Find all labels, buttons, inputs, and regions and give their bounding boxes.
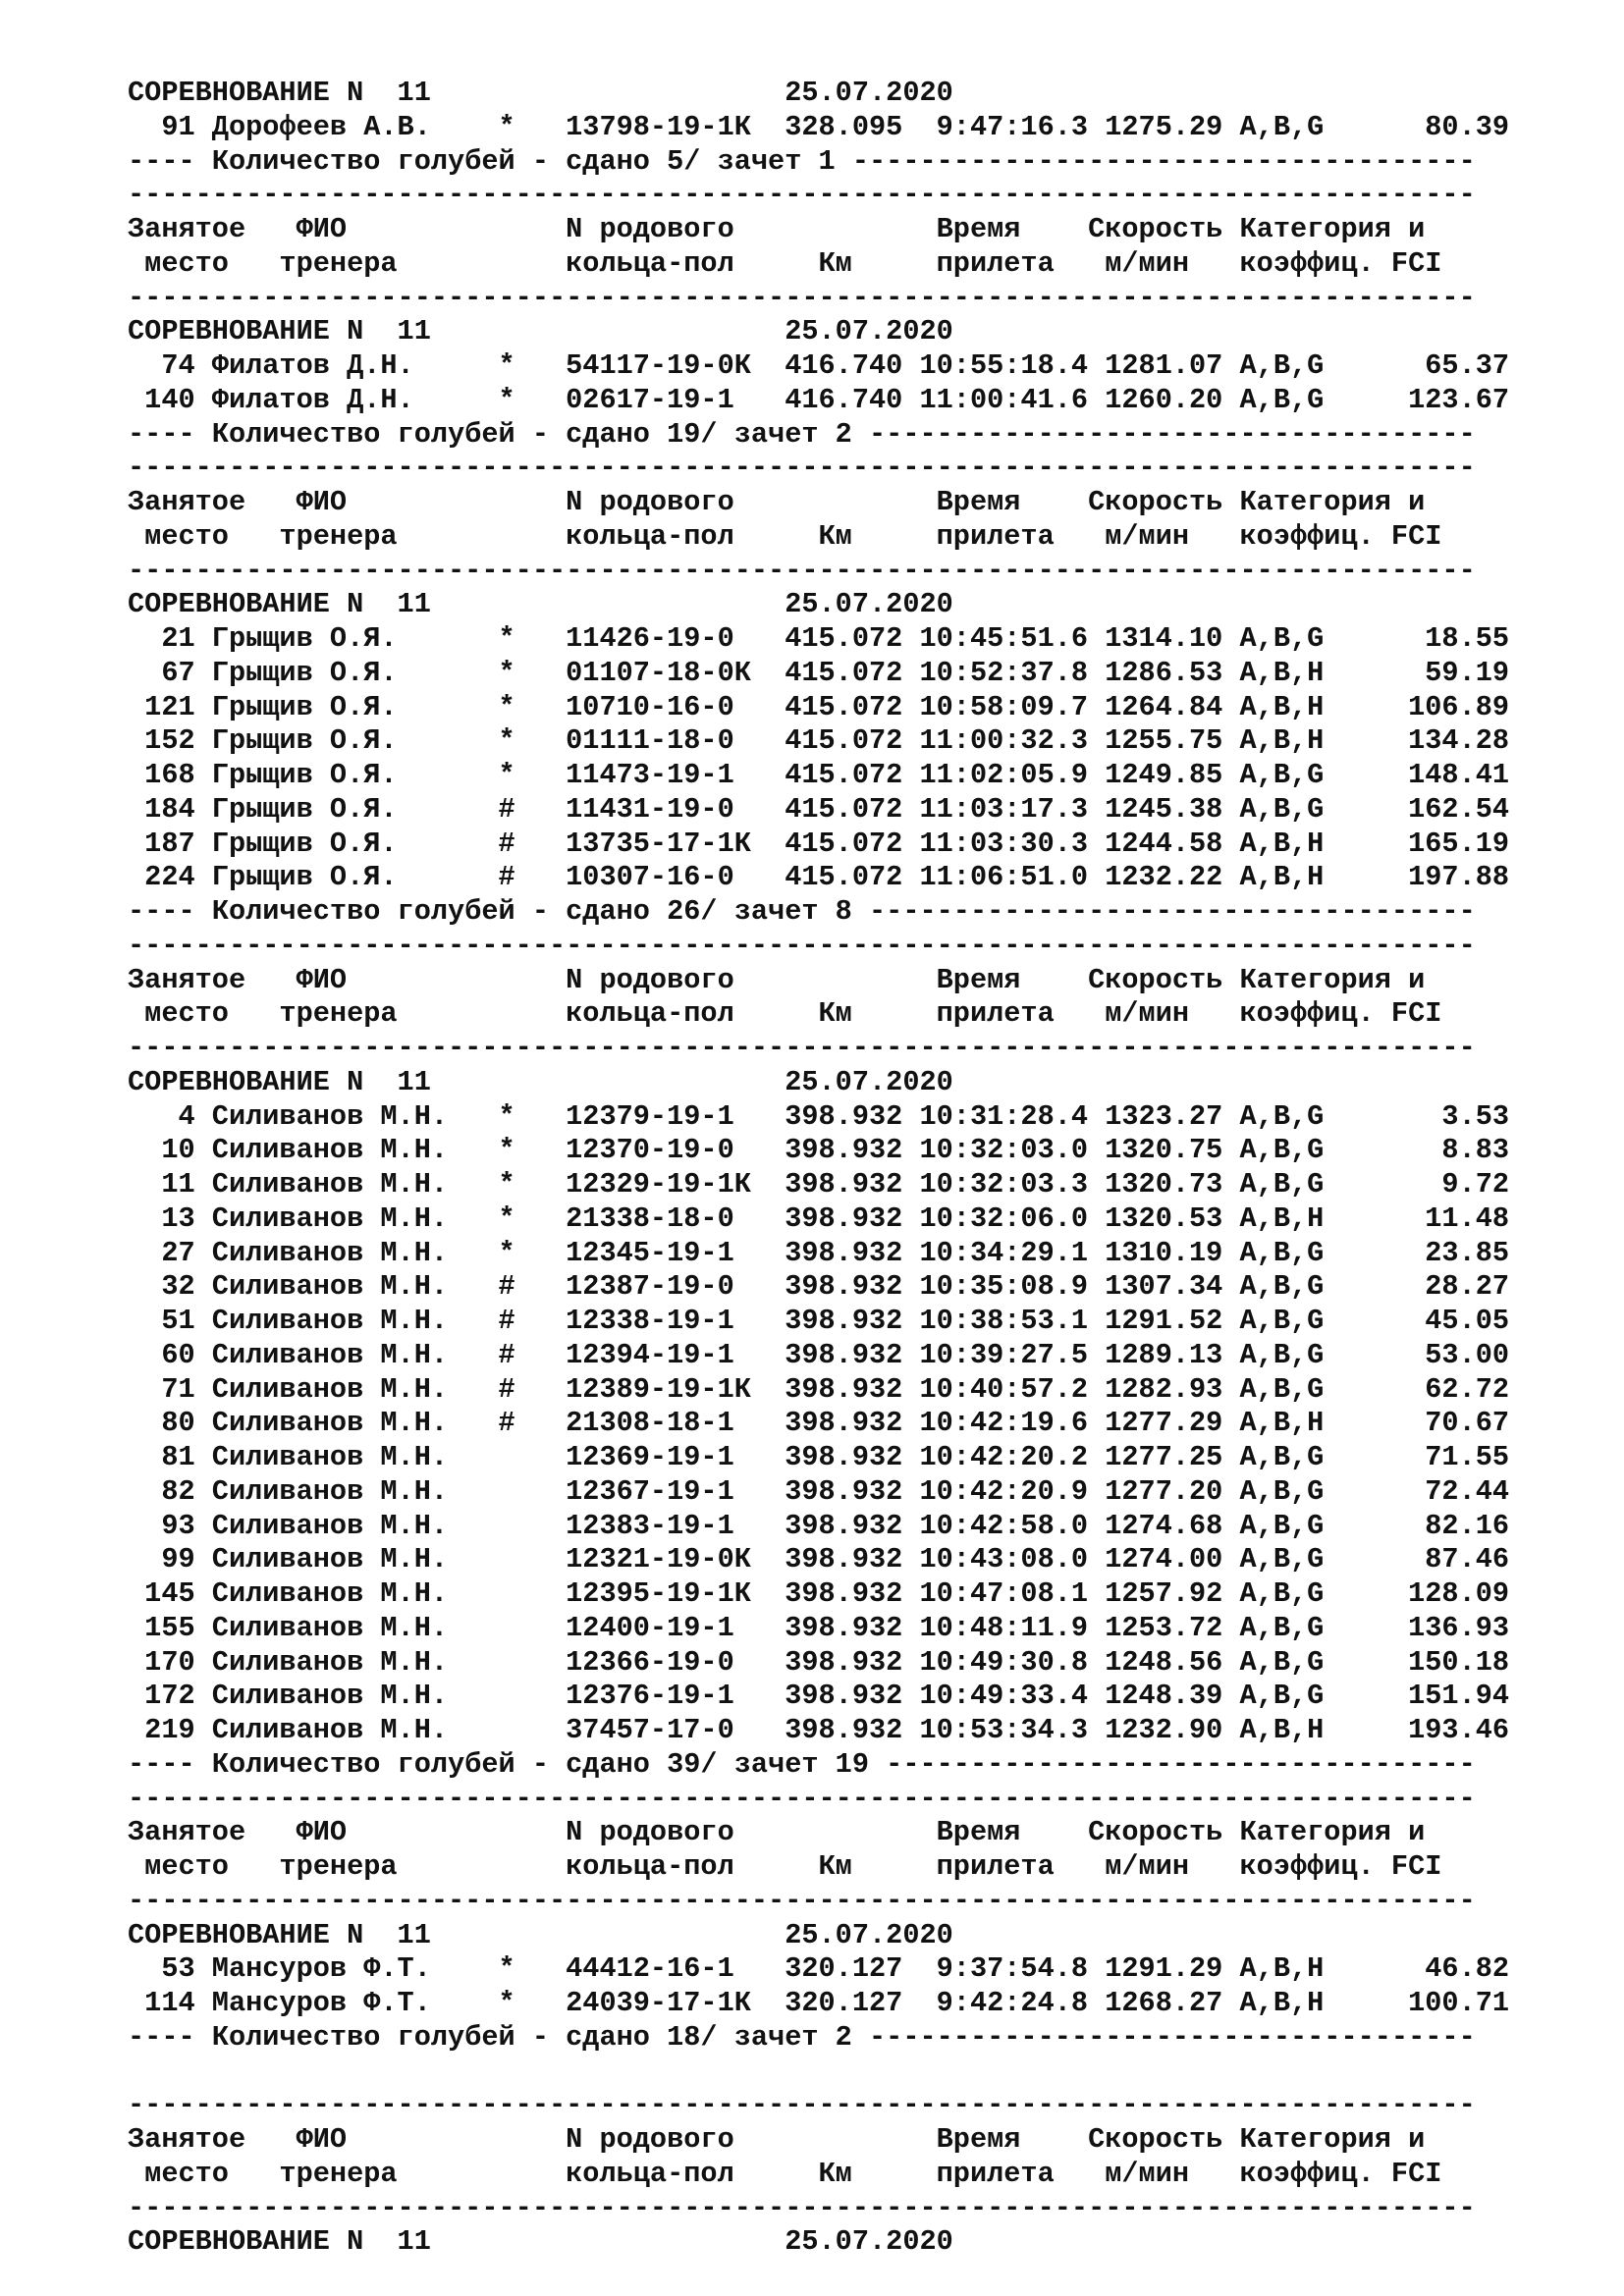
column-header-row-2: место тренера кольца-пол Км прилета м/мин коэффиц. FCI <box>128 997 1442 1031</box>
column-header-row-2: место тренера кольца-пол Км прилета м/мин коэффиц. FCI <box>128 1850 1442 1883</box>
result-row: 71 Силиванов М.Н. # 12389-19-1К 398.932 10:40:57.2 1282.93 A,B,G 62.72 <box>128 1372 1510 1406</box>
separator-line: -------------------------------------------------------------------------------- <box>128 1032 1476 1064</box>
separator-line: -------------------------------------------------------------------------------- <box>128 452 1476 485</box>
result-row: 219 Силиванов М.Н. 37457-17-0 398.932 10:53:34.3 1232.90 A,B,H 193.46 <box>128 1714 1510 1746</box>
result-row: 13 Силиванов М.Н. * 21338-18-0 398.932 10:32:06.0 1320.53 A,B,H 11.48 <box>128 1201 1510 1235</box>
result-row: 140 Филатов Д.Н. * 02617-19-1 416.740 11:00:41.6 1260.20 A,B,G 123.67 <box>128 383 1510 416</box>
competition-header: СОРЕВНОВАНИЕ N 11 25.07.2020 <box>128 1918 953 1951</box>
results-printout <box>128 77 1509 2260</box>
loft-summary: ---- Количество голубей - сдано 19/ зачет 2 ------------------------------------ <box>128 417 1476 451</box>
separator-line: -------------------------------------------------------------------------------- <box>128 281 1476 314</box>
loft-summary: ---- Количество голубей - сдано 18/ зачет 2 ------------------------------------ <box>128 2020 1476 2054</box>
result-row: 53 Мансуров Ф.Т. * 44412-16-1 320.127 9:37:54.8 1291.29 A,B,H 46.82 <box>128 1952 1510 1986</box>
competition-header: СОРЕВНОВАНИЕ N 11 25.07.2020 <box>128 315 953 348</box>
result-row: 91 Дорофеев А.В. * 13798-19-1К 328.095 9:47:16.3 1275.29 A,B,G 80.39 <box>128 110 1510 143</box>
result-row: 168 Грыщив О.Я. * 11473-19-1 415.072 11:02:05.9 1249.85 A,B,G 148.41 <box>128 759 1510 791</box>
column-header-row-1: Занятое ФИО N родового Время Скорость Категория и <box>128 213 1426 245</box>
column-header-row-1: Занятое ФИО N родового Время Скорость Категория и <box>128 2123 1426 2156</box>
result-row: 99 Силиванов М.Н. 12321-19-0К 398.932 10:43:08.0 1274.00 A,B,G 87.46 <box>128 1543 1510 1576</box>
competition-header: СОРЕВНОВАНИЕ N 11 25.07.2020 <box>128 77 953 109</box>
blank-line <box>128 2056 1509 2090</box>
result-row: 155 Силиванов М.Н. 12400-19-1 398.932 10:48:11.9 1253.72 A,B,G 136.93 <box>128 1611 1510 1644</box>
separator-line: -------------------------------------------------------------------------------- <box>128 2191 1476 2224</box>
result-row: 152 Грыщив О.Я. * 01111-18-0 415.072 11:00:32.3 1255.75 A,B,H 134.28 <box>128 724 1510 758</box>
result-row: 74 Филатов Д.Н. * 54117-19-0К 416.740 10:55:18.4 1281.07 A,B,G 65.37 <box>128 349 1510 382</box>
result-row: 4 Силиванов М.Н. * 12379-19-1 398.932 10:31:28.4 1323.27 A,B,G 3.53 <box>128 1099 1510 1133</box>
result-row: 172 Силиванов М.Н. 12376-19-1 398.932 10:49:33.4 1248.39 A,B,G 151.94 <box>128 1680 1510 1713</box>
competition-header: СОРЕВНОВАНИЕ N 11 25.07.2020 <box>128 2225 953 2259</box>
separator-line: -------------------------------------------------------------------------------- <box>128 1884 1476 1917</box>
result-row: 21 Грыщив О.Я. * 11426-19-0 415.072 10:45:51.6 1314.10 A,B,G 18.55 <box>128 622 1510 655</box>
loft-summary: ---- Количество голубей - сдано 5/ зачет 1 ------------------------------------- <box>128 144 1476 178</box>
result-row: 82 Силиванов М.Н. 12367-19-1 398.932 10:42:20.9 1277.20 A,B,G 72.44 <box>128 1474 1510 1508</box>
loft-summary: ---- Количество голубей - сдано 39/ зачет 19 ----------------------------------- <box>128 1747 1476 1781</box>
separator-line: -------------------------------------------------------------------------------- <box>128 929 1476 962</box>
separator-line: -------------------------------------------------------------------------------- <box>128 1782 1476 1815</box>
result-row: 121 Грыщив О.Я. * 10710-16-0 415.072 10:58:09.7 1264.84 A,B,H 106.89 <box>128 690 1510 723</box>
result-row: 81 Силиванов М.Н. 12369-19-1 398.932 10:42:20.2 1277.25 A,B,G 71.55 <box>128 1441 1510 1473</box>
result-row: 67 Грыщив О.Я. * 01107-18-0К 415.072 10:52:37.8 1286.53 A,B,H 59.19 <box>128 656 1510 689</box>
separator-line: -------------------------------------------------------------------------------- <box>128 2089 1476 2122</box>
column-header-row-1: Занятое ФИО N родового Время Скорость Категория и <box>128 963 1426 996</box>
result-row: 80 Силиванов М.Н. # 21308-18-1 398.932 10:42:19.6 1277.29 A,B,H 70.67 <box>128 1407 1510 1440</box>
result-row: 32 Силиванов М.Н. # 12387-19-0 398.932 10:35:08.9 1307.34 A,B,G 28.27 <box>128 1270 1510 1304</box>
result-row: 114 Мансуров Ф.Т. * 24039-17-1К 320.127 9:42:24.8 1268.27 A,B,H 100.71 <box>128 1987 1510 2019</box>
result-row: 184 Грыщив О.Я. # 11431-19-0 415.072 11:03:17.3 1245.38 A,B,G 162.54 <box>128 792 1510 826</box>
result-row: 51 Силиванов М.Н. # 12338-19-1 398.932 10:38:53.1 1291.52 A,B,G 45.05 <box>128 1305 1510 1337</box>
competition-header: СОРЕВНОВАНИЕ N 11 25.07.2020 <box>128 1065 953 1098</box>
result-row: 145 Силиванов М.Н. 12395-19-1К 398.932 10:47:08.1 1257.92 A,B,G 128.09 <box>128 1577 1510 1610</box>
result-row: 60 Силиванов М.Н. # 12394-19-1 398.932 10:39:27.5 1289.13 A,B,G 53.00 <box>128 1338 1510 1371</box>
column-header-row-2: место тренера кольца-пол Км прилета м/мин коэффиц. FCI <box>128 2157 1442 2190</box>
column-header-row-1: Занятое ФИО N родового Время Скорость Категория и <box>128 1816 1426 1849</box>
result-row: 93 Силиванов М.Н. 12383-19-1 398.932 10:42:58.0 1274.68 A,B,G 82.16 <box>128 1509 1510 1542</box>
result-row: 187 Грыщив О.Я. # 13735-17-1К 415.072 11:03:30.3 1244.58 A,B,H 165.19 <box>128 827 1510 860</box>
column-header-row-2: место тренера кольца-пол Км прилета м/мин коэффиц. FCI <box>128 519 1442 553</box>
competition-header: СОРЕВНОВАНИЕ N 11 25.07.2020 <box>128 588 953 621</box>
separator-line: -------------------------------------------------------------------------------- <box>128 554 1476 587</box>
result-row: 170 Силиванов М.Н. 12366-19-0 398.932 10:49:30.8 1248.56 A,B,G 150.18 <box>128 1645 1510 1679</box>
result-row: 27 Силиванов М.Н. * 12345-19-1 398.932 10:34:29.1 1310.19 A,B,G 23.85 <box>128 1236 1510 1269</box>
column-header-row-2: место тренера кольца-пол Км прилета м/мин коэффиц. FCI <box>128 246 1442 280</box>
result-row: 10 Силиванов М.Н. * 12370-19-0 398.932 10:32:03.0 1320.75 A,B,G 8.83 <box>128 1134 1510 1167</box>
loft-summary: ---- Количество голубей - сдано 26/ зачет 8 ------------------------------------ <box>128 895 1476 928</box>
result-row: 11 Силиванов М.Н. * 12329-19-1К 398.932 10:32:03.3 1320.73 A,B,G 9.72 <box>128 1168 1510 1201</box>
result-row: 224 Грыщив О.Я. # 10307-16-0 415.072 11:06:51.0 1232.22 A,B,H 197.88 <box>128 861 1510 894</box>
separator-line: -------------------------------------------------------------------------------- <box>128 179 1476 212</box>
column-header-row-1: Занятое ФИО N родового Время Скорость Категория и <box>128 486 1426 518</box>
